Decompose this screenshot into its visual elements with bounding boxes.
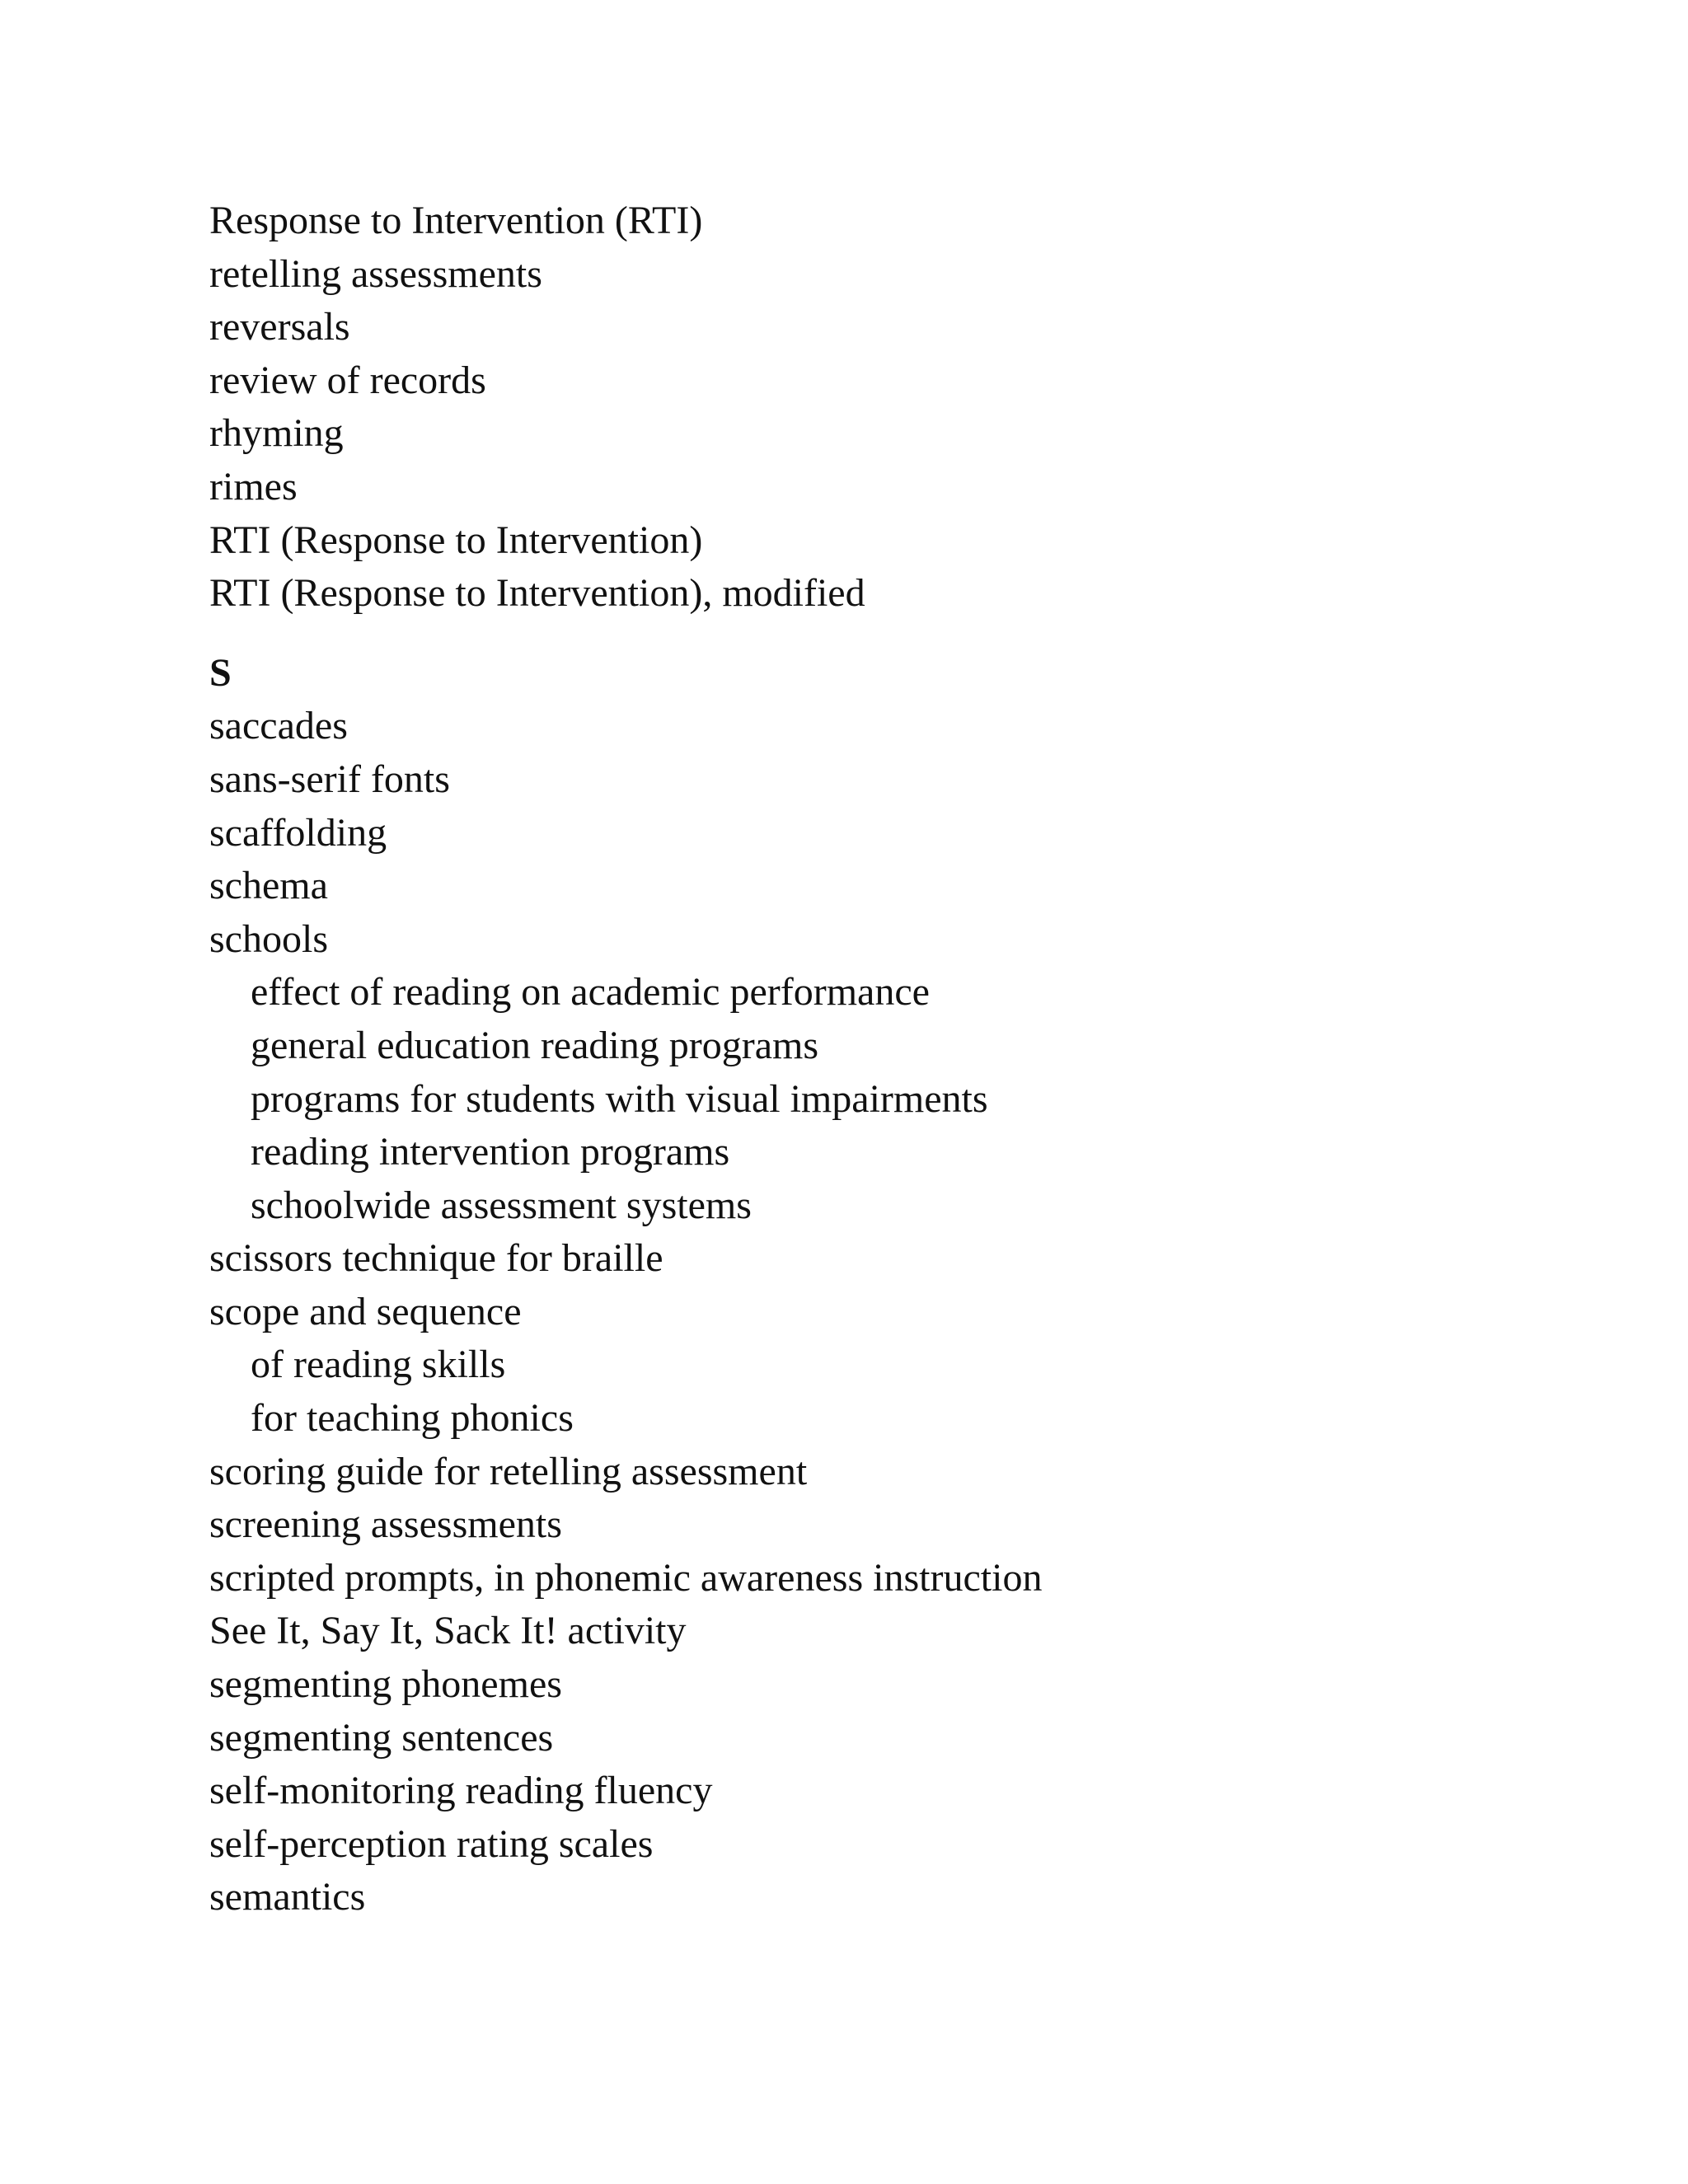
index-entry: screening assessments	[209, 1502, 562, 1547]
index-entry: scoring guide for retelling assessment	[209, 1449, 808, 1493]
index-subentry: reading intervention programs	[251, 1130, 730, 1174]
index-entry: segmenting sentences	[209, 1715, 554, 1760]
index-entry: RTI (Response to Intervention)	[209, 518, 703, 562]
index-entry: scripted prompts, in phonemic awareness instruction	[209, 1555, 1043, 1600]
index-subentry: for teaching phonics	[251, 1396, 574, 1441]
index-group-s	[209, 700, 1611, 1924]
index-entry: rimes	[209, 464, 298, 509]
index-entry: scissors technique for braille	[209, 1236, 663, 1281]
index-entry: retelling assessments	[209, 251, 542, 296]
index-entry: scope and sequence	[209, 1289, 522, 1333]
index-entry: self-perception rating scales	[209, 1821, 654, 1866]
index-subentry: programs for students with visual impairments	[251, 1076, 988, 1121]
index-group-r	[209, 194, 1611, 621]
index-entry: RTI (Response to Intervention), modified	[209, 571, 865, 616]
index-entry: saccades	[209, 704, 348, 748]
index-entry: See It, Say It, Sack It! activity	[209, 1609, 687, 1653]
index-entry: segmenting phonemes	[209, 1662, 562, 1707]
index-entry: schools	[209, 916, 328, 961]
index-entry: review of records	[209, 358, 486, 402]
index-entry: schema	[209, 864, 328, 908]
index-entry: sans-serif fonts	[209, 757, 450, 801]
index-subentry: effect of reading on academic performance	[251, 970, 930, 1015]
index-entry: reversals	[209, 305, 350, 349]
index-entry: rhyming	[209, 411, 344, 456]
index-entry: semantics	[209, 1875, 366, 1919]
index-subentry: general education reading programs	[251, 1023, 819, 1067]
index-subentry: of reading skills	[251, 1343, 506, 1387]
index-subentry: schoolwide assessment systems	[251, 1183, 752, 1227]
index-entry: scaffolding	[209, 810, 387, 855]
index-entry: Response to Intervention (RTI)	[209, 199, 703, 242]
index-page	[209, 194, 1611, 1924]
index-letter-heading: S	[209, 650, 232, 695]
index-entry: self-monitoring reading fluency	[209, 1769, 713, 1813]
